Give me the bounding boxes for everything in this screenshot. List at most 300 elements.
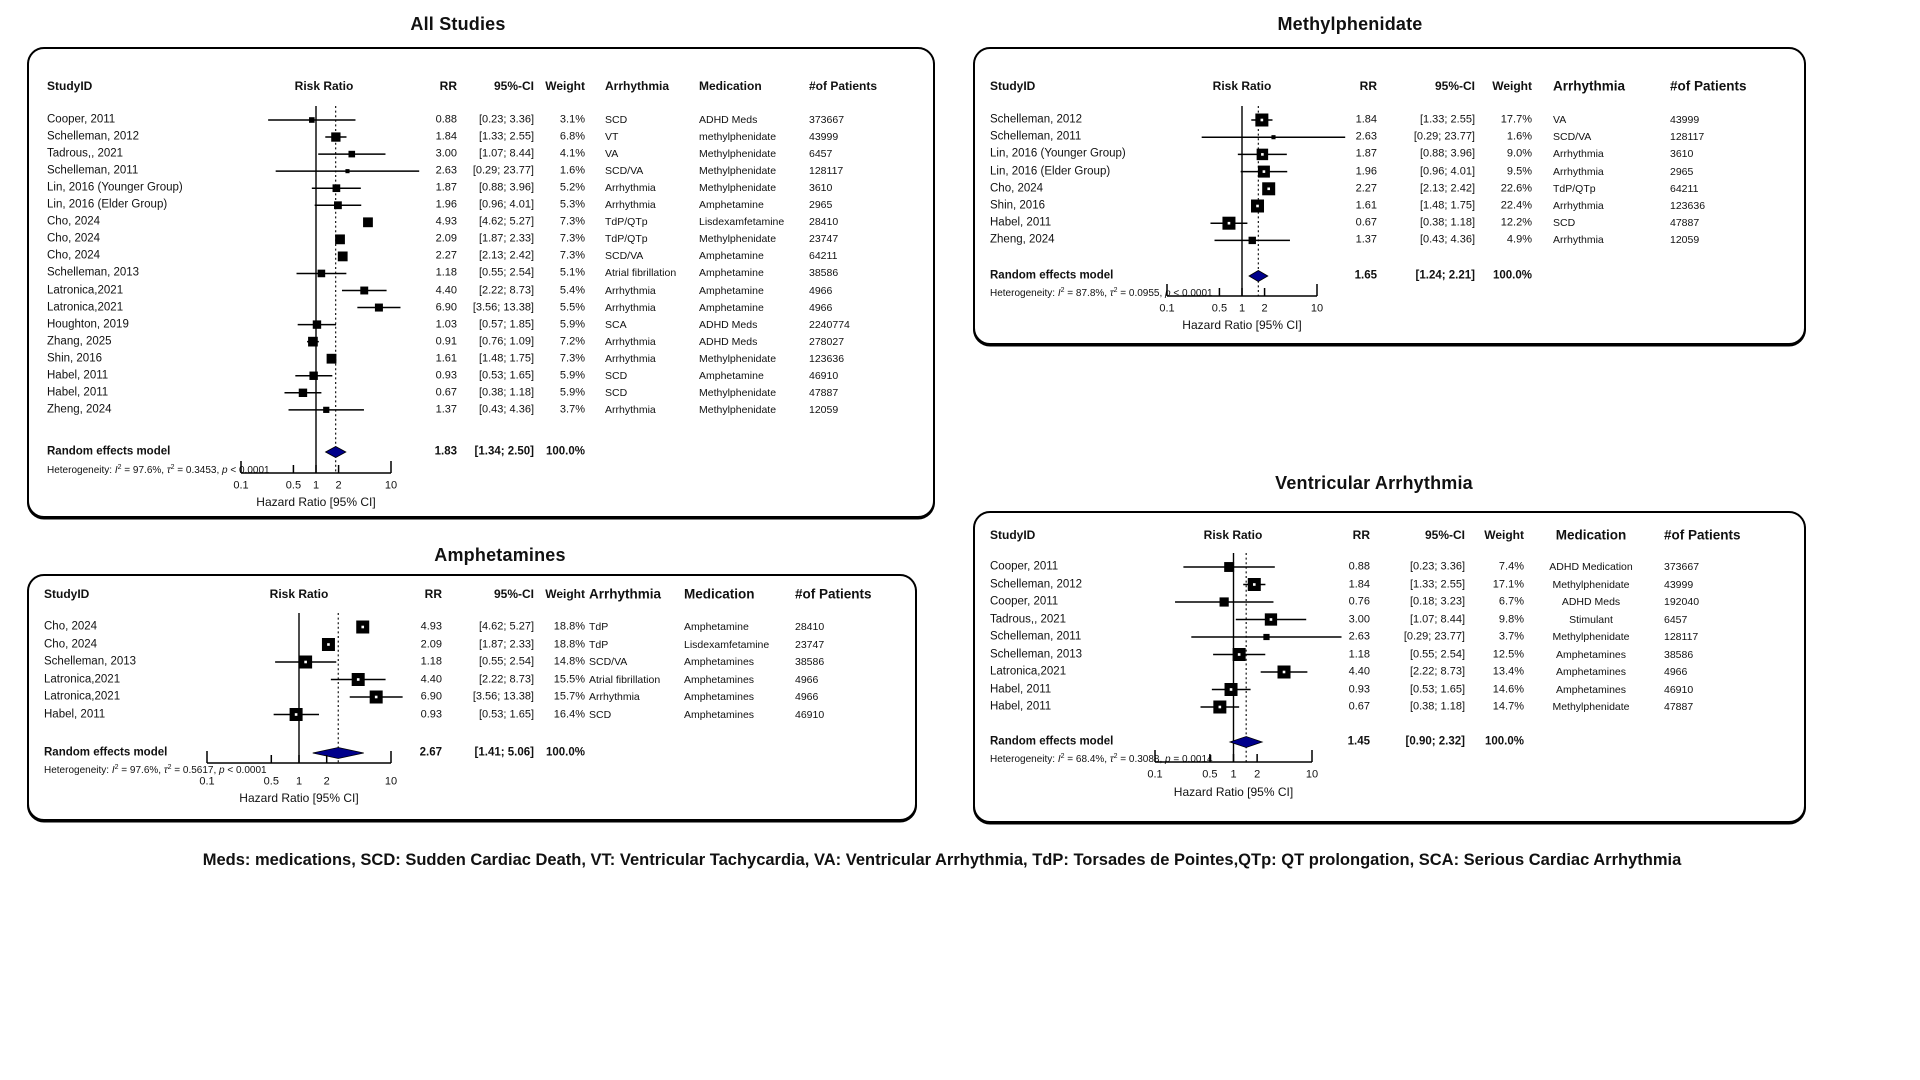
patients-value: 43999 (1670, 113, 1700, 126)
study-label: Schelleman, 2013 (47, 266, 140, 279)
axis-tick-label: 1 (1230, 768, 1237, 781)
rr-value: 1.37 (435, 403, 457, 416)
weight-value: 18.8% (553, 638, 585, 650)
effect-square-center-dot (304, 661, 307, 664)
arrhythmia-value: SCD/VA (1553, 130, 1592, 143)
effect-square (1249, 237, 1256, 244)
patients-value: 23747 (795, 638, 825, 651)
effect-square (348, 151, 355, 158)
ci-value: [0.88; 3.96] (1419, 147, 1475, 160)
ci-value: [0.53; 1.65] (478, 708, 534, 720)
summary-diamond (313, 748, 364, 759)
col-header-study: StudyID (990, 79, 1036, 93)
rr-value: 2.09 (435, 232, 457, 245)
patients-value: 47887 (809, 386, 839, 399)
patients-value: 64211 (1670, 182, 1699, 195)
weight-value: 3.7% (559, 403, 585, 416)
summary-weight: 100.0% (1492, 269, 1532, 282)
panel-title-ventricular-arrhythmia: Ventricular Arrhythmia (1275, 473, 1473, 493)
effect-square (375, 304, 383, 312)
weight-value: 17.7% (1500, 113, 1532, 126)
ci-value: [1.48; 1.75] (478, 352, 534, 365)
arrhythmia-value: TdP/QTp (1553, 182, 1596, 195)
summary-diamond (1230, 737, 1262, 748)
rr-value: 2.27 (435, 249, 457, 262)
effect-square (345, 169, 349, 173)
summary-weight: 100.0% (1484, 735, 1524, 748)
weight-value: 22.6% (1500, 182, 1532, 195)
forest-panel-ventricular-arrhythmia (973, 511, 1806, 823)
weight-value: 3.7% (1498, 630, 1524, 643)
study-label: Cho, 2024 (990, 182, 1044, 195)
study-label: Shin, 2016 (47, 351, 102, 364)
patients-value: 38586 (1664, 648, 1694, 661)
arrhythmia-value: SCD/VA (605, 164, 644, 177)
patients-value: 2965 (1670, 165, 1694, 178)
col-header-arrhythmia: Arrhythmia (589, 586, 662, 602)
axis-title: Hazard Ratio [95% CI] (1173, 785, 1294, 799)
arrhythmia-value: Arrhythmia (605, 301, 656, 314)
col-header-ci: 95%-CI (1434, 79, 1475, 93)
ci-value: [0.38; 1.18] (1419, 216, 1475, 229)
axis-tick-label: 2 (323, 775, 330, 788)
patients-value: 46910 (1664, 683, 1694, 696)
effect-square-center-dot (1261, 153, 1264, 156)
arrhythmia-value: TdP/QTp (605, 233, 648, 246)
arrhythmia-value: SCD (605, 386, 628, 399)
patients-value: 47887 (1670, 216, 1700, 229)
medication-value: Amphetamine (699, 250, 764, 263)
weight-value: 5.4% (559, 284, 585, 296)
medication-value: Amphetamines (684, 655, 755, 668)
col-header-weight: Weight (545, 79, 585, 93)
weight-value: 6.8% (559, 130, 585, 143)
study-label: Schelleman, 2011 (47, 164, 139, 177)
summary-label: Random effects model (47, 445, 171, 458)
ci-value: [4.62; 5.27] (478, 215, 534, 228)
medication-value: Amphetamines (1555, 683, 1627, 696)
rr-value: 0.76 (1348, 595, 1370, 608)
medication-value: Methylphenidate (699, 403, 777, 416)
forest-plot (29, 49, 933, 516)
col-header-ci: 95%-CI (493, 79, 534, 93)
rr-value: 1.87 (1355, 147, 1377, 160)
rr-value: 4.93 (420, 620, 442, 633)
rr-value: 1.03 (435, 318, 457, 331)
col-header-medication: Medication (1555, 527, 1627, 543)
study-label: Latronica,2021 (47, 300, 124, 313)
effect-square (327, 354, 337, 364)
study-label: Lin, 2016 (Younger Group) (47, 181, 183, 194)
rr-value: 1.61 (1355, 199, 1377, 212)
medication-value: ADHD Meds (699, 113, 758, 126)
heterogeneity-text: Heterogeneity: $I^2 = 68.4\%$, $\tau^2 = 0.3088$, p = 0.0014 (990, 752, 1213, 766)
axis-tick-label: 10 (384, 479, 398, 492)
ci-value: [2.22; 8.73] (478, 284, 534, 296)
medication-value: ADHD Meds (699, 318, 758, 331)
patients-value: 373667 (809, 113, 845, 126)
patients-value: 128117 (809, 164, 844, 177)
study-label: Latronica,2021 (47, 283, 124, 296)
patients-value: 64211 (809, 250, 838, 263)
arrhythmia-value: SCA (605, 318, 627, 331)
arrhythmia-value: Arrhythmia (605, 335, 656, 348)
effect-square-center-dot (327, 643, 330, 646)
medication-value: Amphetamines (1555, 665, 1627, 678)
weight-value: 5.1% (559, 266, 585, 279)
ci-value: [0.43; 4.36] (1419, 233, 1475, 246)
axis-tick-label: 0.5 (1211, 302, 1228, 315)
summary-ci: [1.24; 2.21] (1415, 269, 1475, 282)
weight-value: 4.1% (559, 147, 585, 160)
axis-tick-label: 1 (312, 479, 320, 492)
summary-ci: [1.34; 2.50] (474, 445, 534, 458)
study-label: Zheng, 2024 (990, 233, 1055, 246)
ci-value: [2.13; 2.42] (1419, 182, 1475, 195)
medication-value: ADHD Meds (1561, 595, 1621, 608)
patients-value: 128117 (1664, 630, 1699, 643)
medication-value: ADHD Meds (699, 335, 758, 348)
weight-value: 5.9% (559, 318, 585, 331)
axis-title: Hazard Ratio [95% CI] (256, 495, 376, 509)
study-label: Habel, 2011 (47, 369, 109, 381)
weight-value: 15.7% (553, 690, 585, 703)
axis-tick-label: 2 (335, 479, 342, 492)
rr-value: 0.91 (435, 335, 457, 348)
patients-value: 47887 (1664, 700, 1694, 713)
patients-value: 23747 (809, 233, 839, 246)
rr-value: 2.27 (1355, 182, 1377, 195)
effect-square-center-dot (1267, 188, 1270, 191)
patients-value: 12059 (809, 403, 839, 416)
rr-value: 2.09 (420, 638, 442, 650)
ci-value: [0.76; 1.09] (478, 335, 534, 348)
axis-tick-label: 2 (1261, 302, 1268, 315)
summary-rr: 1.65 (1354, 269, 1377, 282)
summary-label: Random effects model (44, 746, 168, 759)
arrhythmia-value: TdP (589, 620, 609, 633)
heterogeneity-text: Heterogeneity: $I^2 = 97.6\%$, $\tau^2 = 0.3453$, p < 0.0001 (47, 463, 270, 477)
effect-square-center-dot (1253, 583, 1256, 586)
weight-value: 7.3% (559, 352, 585, 365)
col-header-plot: Risk Ratio (1212, 79, 1272, 93)
summary-ci: [0.90; 2.32] (1405, 735, 1465, 748)
ci-value: [0.57; 1.85] (478, 318, 534, 331)
arrhythmia-value: Arrhythmia (605, 199, 656, 211)
col-header-rr: RR (424, 587, 442, 601)
study-label: Habel, 2011 (990, 700, 1052, 713)
rr-value: 1.96 (435, 198, 457, 211)
panel-title-amphetamines: Amphetamines (434, 545, 566, 565)
col-header-ci: 95%-CI (493, 587, 534, 601)
patients-value: 46910 (809, 369, 839, 382)
medication-value: Amphetamine (699, 199, 764, 211)
rr-value: 1.18 (435, 266, 457, 279)
medication-value: Amphetamines (684, 673, 755, 686)
study-label: Lin, 2016 (Elder Group) (47, 198, 168, 211)
study-label: Habel, 2011 (990, 216, 1052, 229)
ci-value: [3.56; 13.38] (472, 301, 534, 314)
patients-value: 3610 (1670, 148, 1694, 161)
rr-value: 4.40 (420, 673, 442, 685)
medication-value: Amphetamines (1555, 648, 1627, 661)
axis-tick-label: 10 (384, 775, 398, 788)
weight-value: 7.4% (1498, 560, 1524, 573)
axis-tick-label: 0.1 (1159, 302, 1175, 315)
arrhythmia-value: VT (605, 130, 619, 143)
patients-value: 43999 (1664, 578, 1694, 591)
study-label: Schelleman, 2013 (990, 647, 1083, 660)
ci-value: [2.22; 8.73] (478, 673, 534, 685)
weight-value: 14.6% (1492, 683, 1524, 695)
rr-value: 0.67 (1355, 216, 1377, 229)
axis-tick-label: 10 (1310, 302, 1324, 315)
weight-value: 5.2% (559, 181, 585, 194)
ci-value: [1.33; 2.55] (1419, 113, 1475, 126)
summary-rr: 1.83 (434, 445, 457, 458)
panel-title-methylphenidate: Methylphenidate (1277, 14, 1423, 34)
effect-square (309, 117, 315, 123)
weight-value: 12.2% (1500, 216, 1532, 229)
patients-value: 12059 (1670, 234, 1700, 247)
rr-value: 1.96 (1355, 165, 1377, 178)
arrhythmia-value: SCD (605, 369, 628, 382)
col-header-arrhythmia: Arrhythmia (605, 79, 670, 93)
summary-ci: [1.41; 5.06] (474, 746, 534, 759)
study-label: Schelleman, 2011 (990, 630, 1082, 643)
ci-value: [1.07; 8.44] (478, 147, 534, 160)
forest-plot (975, 513, 1804, 821)
ci-value: [0.55; 2.54] (478, 655, 534, 668)
rr-value: 1.18 (420, 655, 442, 668)
arrhythmia-value: Arrhythmia (605, 284, 656, 297)
panel-title-all-studies: All Studies (410, 14, 506, 34)
medication-value: Amphetamine (699, 284, 764, 297)
col-header-rr: RR (1359, 79, 1377, 93)
arrhythmia-value: SCD/VA (605, 250, 644, 263)
rr-value: 1.84 (1348, 578, 1370, 590)
col-header-arrhythmia: Arrhythmia (1553, 78, 1626, 94)
patients-value: 46910 (795, 708, 825, 721)
rr-value: 0.88 (1348, 560, 1370, 573)
rr-value: 1.18 (1348, 648, 1370, 660)
study-label: Tadrous,, 2021 (990, 612, 1067, 625)
patients-value: 43999 (809, 130, 839, 143)
col-header-study: StudyID (47, 79, 93, 93)
patients-value: 123636 (809, 352, 845, 365)
effect-square (308, 337, 318, 347)
medication-value: Lisdexamfetamine (699, 216, 785, 229)
study-label: Cooper, 2011 (990, 595, 1059, 608)
axis-tick-label: 0.1 (233, 479, 249, 492)
study-label: Schelleman, 2011 (990, 130, 1082, 143)
study-label: Shin, 2016 (990, 199, 1045, 212)
rr-value: 1.84 (1355, 113, 1377, 126)
effect-square (1271, 135, 1275, 139)
effect-square (1220, 597, 1229, 606)
effect-square-center-dot (1270, 618, 1273, 621)
rr-value: 0.88 (435, 113, 457, 126)
col-header-patients: #of Patients (795, 586, 872, 602)
study-label: Lin, 2016 (Younger Group) (990, 147, 1126, 160)
study-label: Latronica,2021 (990, 665, 1067, 678)
col-header-weight: Weight (1484, 528, 1524, 542)
effect-square (1263, 634, 1269, 640)
medication-value: Methylphenidate (699, 386, 777, 399)
medication-value: Amphetamine (684, 620, 749, 633)
col-header-patients: #of Patients (1664, 527, 1741, 543)
medication-value: Amphetamines (684, 690, 755, 703)
weight-value: 13.4% (1492, 665, 1524, 678)
medication-value: Lisdexamfetamine (684, 638, 770, 651)
medication-value: Amphetamine (699, 267, 764, 280)
heterogeneity-text: Heterogeneity: $I^2 = 97.6\%$, $\tau^2 = 0.5617$, p < 0.0001 (44, 763, 267, 777)
weight-value: 5.5% (559, 301, 585, 314)
rr-value: 0.93 (420, 708, 442, 720)
arrhythmia-value: SCD (605, 113, 628, 126)
study-label: Tadrous,, 2021 (47, 147, 124, 160)
forest-plot (29, 576, 915, 819)
medication-value: Methylphenidate (1552, 578, 1630, 591)
weight-value: 4.9% (1506, 233, 1532, 246)
patients-value: 28410 (809, 216, 839, 229)
col-header-study: StudyID (990, 528, 1036, 542)
effect-square-center-dot (375, 696, 378, 699)
col-header-weight: Weight (545, 587, 585, 601)
medication-value: Amphetamine (699, 301, 764, 314)
arrhythmia-value: Arrhythmia (605, 352, 656, 365)
ci-value: [0.18; 3.23] (1409, 595, 1465, 608)
effect-square (318, 270, 326, 278)
ci-value: [2.22; 8.73] (1409, 665, 1465, 678)
study-label: Cho, 2024 (47, 232, 101, 245)
effect-square-center-dot (1256, 205, 1259, 208)
ci-value: [1.87; 2.33] (478, 232, 534, 245)
arrhythmia-value: Atrial fibrillation (589, 673, 661, 686)
col-header-medication: Medication (699, 79, 762, 93)
axis-tick-label: 0.5 (1202, 768, 1218, 781)
study-label: Houghton, 2019 (47, 317, 129, 330)
study-label: Cho, 2024 (47, 215, 101, 228)
axis-title: Hazard Ratio [95% CI] (1182, 318, 1302, 332)
study-label: Cho, 2024 (47, 249, 101, 262)
weight-value: 5.3% (559, 198, 585, 211)
col-header-rr: RR (1352, 528, 1370, 542)
summary-weight: 100.0% (545, 445, 585, 458)
weight-value: 18.8% (553, 620, 585, 633)
rr-value: 2.63 (1355, 130, 1377, 143)
ci-value: [1.33; 2.55] (1409, 578, 1465, 590)
patients-value: 38586 (795, 655, 825, 668)
weight-value: 9.8% (1498, 613, 1524, 625)
ci-value: [0.88; 3.96] (478, 181, 534, 194)
arrhythmia-value: SCD/VA (589, 655, 628, 668)
weight-value: 5.9% (559, 386, 585, 399)
rr-value: 4.40 (1348, 665, 1370, 678)
patients-value: 2965 (809, 199, 833, 211)
study-label: Habel, 2011 (44, 707, 106, 720)
arrhythmia-value: Arrhythmia (605, 181, 656, 194)
effect-square-center-dot (295, 713, 298, 716)
patients-value: 192040 (1664, 595, 1700, 608)
patients-value: 278027 (809, 335, 845, 348)
ci-value: [0.29; 23.77] (1403, 630, 1465, 643)
effect-square (331, 132, 340, 141)
rr-value: 1.84 (435, 130, 457, 143)
ci-value: [0.53; 1.65] (1409, 683, 1465, 695)
summary-diamond (1249, 271, 1268, 282)
col-header-plot: Risk Ratio (269, 587, 329, 601)
effect-square-center-dot (1219, 706, 1222, 709)
rr-value: 3.00 (1348, 613, 1370, 625)
medication-value: Methylphenidate (1552, 630, 1630, 643)
col-header-medication: Medication (684, 586, 755, 602)
weight-value: 3.1% (559, 113, 585, 126)
rr-value: 6.90 (420, 690, 442, 703)
rr-value: 4.40 (435, 284, 457, 296)
ci-value: [0.55; 2.54] (478, 266, 534, 279)
effect-square (334, 201, 342, 209)
axis-tick-label: 0.1 (1147, 768, 1163, 781)
study-label: Zhang, 2025 (47, 334, 112, 347)
rr-value: 2.63 (435, 164, 457, 177)
weight-value: 16.4% (553, 708, 585, 720)
effect-square-center-dot (1228, 222, 1231, 225)
study-label: Schelleman, 2012 (47, 130, 140, 143)
arrhythmia-value: SCD (1553, 216, 1576, 229)
col-header-plot: Risk Ratio (1203, 528, 1263, 542)
patients-value: 4966 (809, 284, 833, 297)
effect-square (335, 234, 345, 244)
weight-value: 9.0% (1506, 147, 1532, 160)
medication-value: Methylphenidate (699, 164, 777, 177)
rr-value: 0.67 (1348, 700, 1370, 713)
medication-value: Amphetamines (684, 708, 755, 721)
weight-value: 9.5% (1506, 165, 1532, 178)
ci-value: [0.55; 2.54] (1409, 648, 1465, 660)
arrhythmia-value: SCD (589, 708, 612, 721)
medication-value: Methylphenidate (699, 181, 777, 194)
effect-square (1224, 562, 1234, 572)
patients-value: 6457 (1664, 613, 1688, 626)
col-header-plot: Risk Ratio (294, 79, 354, 93)
weight-value: 1.6% (559, 164, 585, 177)
summary-weight: 100.0% (545, 746, 585, 759)
arrhythmia-value: TdP/QTp (605, 216, 648, 229)
axis-tick-label: 0.5 (263, 775, 279, 788)
heterogeneity-text: Heterogeneity: $I^2 = 87.8\%$, $\tau^2 = 0.0955$, p < 0.0001 (990, 286, 1213, 300)
ci-value: [0.96; 4.01] (478, 198, 534, 211)
axis-tick-label: 0.1 (199, 775, 215, 788)
rr-value: 1.37 (1355, 233, 1377, 246)
study-label: Cho, 2024 (44, 620, 98, 633)
patients-value: 6457 (809, 147, 833, 160)
medication-value: Methylphenidate (1552, 700, 1630, 713)
axis-title: Hazard Ratio [95% CI] (239, 791, 359, 805)
ci-value: [1.33; 2.55] (478, 130, 534, 143)
col-header-patients: #of Patients (1670, 78, 1747, 94)
rr-value: 1.61 (435, 352, 457, 365)
medication-value: Methylphenidate (699, 352, 777, 365)
study-label: Habel, 2011 (47, 386, 109, 399)
arrhythmia-value: Arrhythmia (1553, 148, 1604, 161)
effect-square-center-dot (1283, 671, 1286, 674)
weight-value: 6.7% (1498, 595, 1524, 608)
abbreviations-footnote: Meds: medications, SCD: Sudden Cardiac Death, VT: Ventricular Tachycardia, VA: Ventricular Arrhythmia, TdP: Torsades de Pointes,QTp: QT prolongation, SCA: Serious Cardiac Arrhythmia (202, 851, 1682, 869)
patients-value: 4966 (795, 690, 819, 703)
rr-value: 0.93 (1348, 683, 1370, 695)
study-label: Schelleman, 2012 (990, 113, 1083, 126)
